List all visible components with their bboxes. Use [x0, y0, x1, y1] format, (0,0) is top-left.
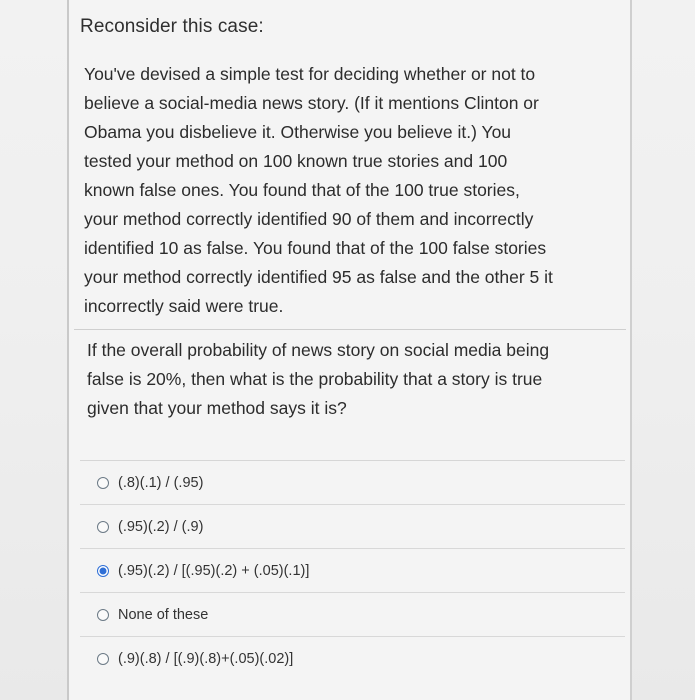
question-prompt: [87, 336, 612, 423]
question-line: If the overall probability of news story on social media being: [87, 340, 550, 360]
radio-button-selected[interactable]: [97, 565, 109, 577]
answer-option-1[interactable]: [80, 460, 625, 504]
answer-option-label: (.9)(.8) / [(.9)(.8)+(.05)(.02)]: [118, 650, 294, 667]
radio-button[interactable]: [97, 609, 109, 621]
answer-option-label: (.95)(.2) / (.9): [118, 518, 204, 535]
section-divider: [74, 329, 626, 330]
answer-option-4[interactable]: [80, 592, 625, 636]
answer-options: [80, 460, 625, 680]
answer-option-2[interactable]: [80, 504, 625, 548]
answer-option-label: (.95)(.2) / [(.95)(.2) + (.05)(.1)]: [118, 562, 310, 579]
case-line: Obama you disbelieve it. Otherwise you believe it.) You: [84, 122, 512, 142]
case-line: tested your method on 100 known true stories and 100: [84, 151, 508, 171]
card-left-border: [67, 0, 69, 700]
case-line: believe a social-media news story. (If it mentions Clinton or: [84, 93, 539, 113]
question-line: given that your method says it is?: [87, 398, 347, 418]
radio-button[interactable]: [97, 653, 109, 665]
case-line: your method correctly identified 90 of them and incorrectly: [84, 209, 534, 229]
case-line: You've devised a simple test for deciding whether or not to: [84, 64, 536, 84]
case-line: identified 10 as false. You found that of the 100 false stories: [84, 238, 547, 258]
card-right-border: [630, 0, 632, 700]
case-description: [84, 60, 614, 321]
case-line: your method correctly identified 95 as false and the other 5 it: [84, 267, 553, 287]
answer-option-3[interactable]: [80, 548, 625, 592]
answer-option-label: None of these: [118, 606, 209, 623]
radio-button[interactable]: [97, 477, 109, 489]
question-line: false is 20%, then what is the probability that a story is true: [87, 369, 543, 389]
answer-option-5[interactable]: [80, 636, 625, 680]
case-line: incorrectly said were true.: [84, 296, 284, 316]
radio-button[interactable]: [97, 521, 109, 533]
question-heading: Reconsider this case:: [80, 16, 264, 37]
case-line: known false ones. You found that of the 100 true stories,: [84, 180, 520, 200]
answer-option-label: (.8)(.1) / (.95): [118, 474, 204, 491]
